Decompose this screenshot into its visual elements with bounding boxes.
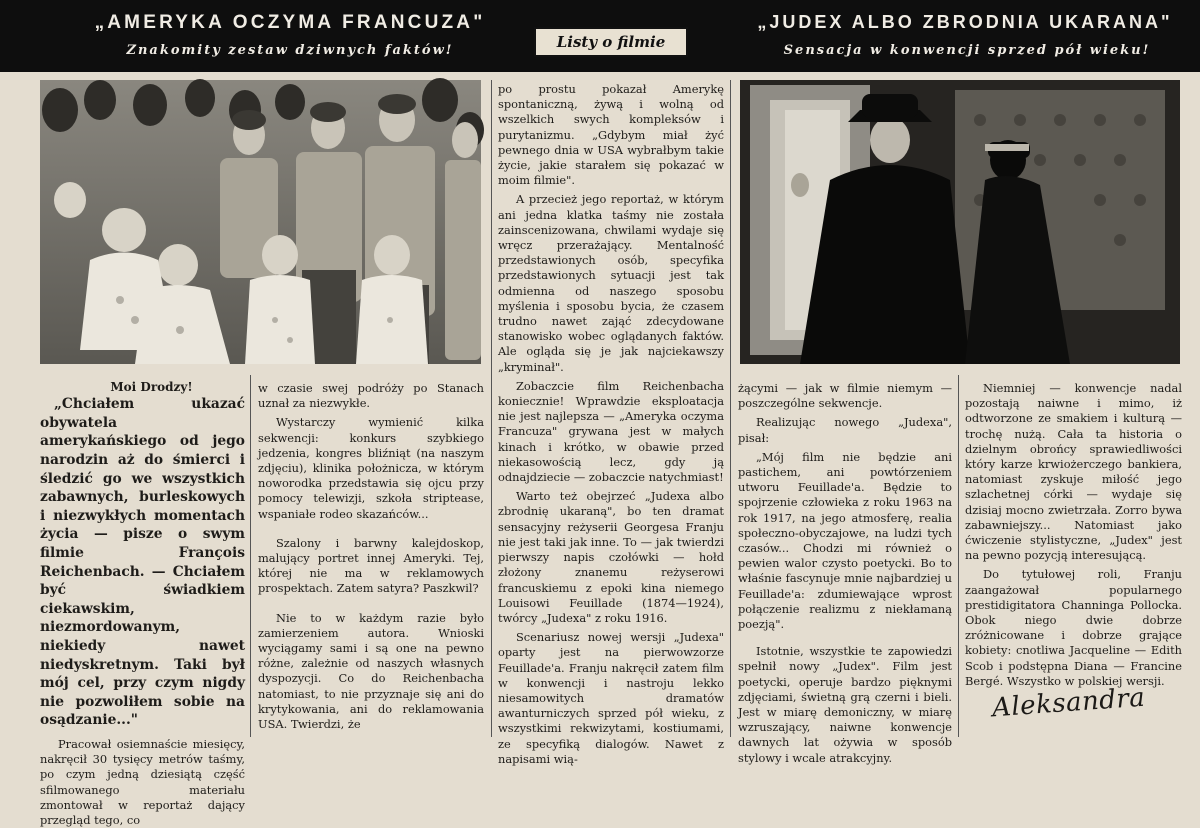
article-paragraph: Wystarczy wymienić kilka sekwencji: konkurs szybkiego jedzenia, kongres bliźniąt (na naszym zdjęciu), klinika położnicza, w którym noworodka przedstawia się ojcu przy pomocy telewizji, szkoła striptease, wspaniałe rodeo skazańców...	[258, 415, 484, 521]
article-column-1	[40, 380, 245, 827]
article-column-5	[965, 381, 1182, 688]
column-rule	[730, 80, 731, 737]
article-paragraph: Do tytułowej roli, Franju zaangażował popularnego prestidigitatora Channinga Pollocka. Obok niego dwie dobrze zróżnicowane i dobrze grające kobiety: cnotliwa Jacqueline — Edith Scob i podstępna Diana — Francine Bergé. Wszystko w polskiej wersji.	[965, 567, 1182, 688]
children-crowd-photo	[40, 80, 481, 364]
column-rule	[491, 80, 492, 737]
right-headline: „JUDEX ALBO ZBRODNIA UKARANA"	[757, 12, 1173, 32]
column-rule	[250, 375, 251, 737]
article-column-2	[258, 381, 484, 737]
greeting: Moi Drodzy!	[110, 380, 193, 394]
article-paragraph: Nie to w każdym razie było zamierzeniem autora. Wnioski wyciągamy sami i są one na pewno różne, zależnie od naszych własnych dyspozycji. Co do Reichenbacha natomiast, to nie przyznaje się ani do krytykowania, ani do reklamowania USA. Twierdzi, że	[258, 610, 484, 732]
photo-illustration	[740, 80, 1180, 364]
article-paragraph: Zobaczcie film Reichenbacha koniecznie! Wprawdzie eksploatacja nie jest najlepsza — „Ameryka oczyma Francuza" grywana jest w małych kinach i krótko, w obawie przed niekasowością lecz, gdy ją odnajdziecie — zobaczcie natychmiast!	[498, 378, 724, 485]
article-paragraph: Istotnie, wszystkie te zapowiedzi spełnił nowy „Judex". Film jest poetycki, operuje bardzo pięknymi zdjęciami, świetną grą czerni i bieli. Jest w miarę demoniczny, w miarę wzruszający, naiwne konwencje dawnych lat ożywia w sposób stylowy i wcale atrakcyjny.	[738, 644, 952, 765]
article-column-3	[498, 82, 724, 766]
right-subheadline: Sensacja w konwencji sprzed pół wieku!	[783, 43, 1151, 58]
article-paragraph: Scenariusz nowej wersji „Judexa" oparty jest na pierwowzorze Feuillade'a. Franju nakręcił zatem film w konwencji i nastroju lekko niesamowitych dramatów awanturniczych sprzed pół wieku, z wszystkimi rekwizytami, kostiumami, ze specyfiką dialogów. Nawet z napisami wią-	[498, 630, 724, 766]
article-paragraph: Pracował osiemnaście miesięcy, nakręcił 30 tysięcy metrów taśmy, po czym jedną dziesiątą część sfilmowanego materiału zmontował w reportaż dający przegląd tego, co	[40, 736, 245, 827]
judex-film-still-photo	[740, 80, 1180, 364]
article-paragraph: Warto też obejrzeć „Judexa albo zbrodnię ukaraną", bo ten dramat sensacyjny reżyserii Georgesa Franju nie jest taki jak inne. To — jak twierdzi pierwszy napis czołówki — hołd złożony znanemu reżyserowi francuskiemu z epoki kina niemego Louisowi Feuillade (1874—1924), twórcy „Judexa" z roku 1916.	[498, 489, 724, 625]
director-quote: „Chciałem ukazać obywatela amerykańskiego od jego narodzin aż do śmierci i śledzić go we wszystkich zabawnych, burleskowych i niezwykłych momentach życia — pisze o swym filmie François Reichenbach. — Chciałem być świadkiem ciekawskim, niezmordowanym, niekiedy nawet niedyskretnym. Taki był mój cel, przy czym nigdy nie pozwoliłem sobie na osądzanie..."	[40, 396, 245, 729]
left-headline: „AMERYKA OCZYMA FRANCUZA"	[94, 12, 486, 33]
left-subheadline: Znakomity zestaw dziwnych faktów!	[126, 43, 454, 58]
article-paragraph: żącymi — jak w filmie niemym — poszczególne sekwencje.	[738, 381, 952, 411]
article-column-4	[738, 381, 952, 765]
photo-illustration	[40, 80, 481, 364]
column-rule	[958, 375, 959, 737]
article-paragraph: „Mój film nie będzie ani pastichem, ani powtórzeniem utworu Feuillade'a. Będzie to spojrzenie człowieka z roku 1963 na rok 1917, na jego atmosferę, realia społeczno-obyczajowe, na ludzi tych czasów... Chodzi mi również o pewien walor czysto poetycki. Bo to właśnie fascynuje mnie najbardziej u Feuillade'a: zdumiewające wprost połączenie realizmu z niekłamaną poezją".	[738, 449, 952, 632]
article-paragraph: w czasie swej podróży po Stanach uznał za niezwykłe.	[258, 381, 484, 411]
author-signature: Aleksandra	[991, 682, 1147, 724]
article-paragraph: A przecież jego reportaż, w którym ani jedna klatka taśmy nie została zainscenizowana, chwilami wydaje się wręcz przerażający. Mentalność przedstawionych osób, specyfika przedstawionych sytuacji jest tak odmienna od naszego sposobu myślenia i sposobu bycia, że czasem trudno nawet zająć zdecydowane stanowisko wobec oglądanych faktów. Ale ogląda się je jak najciekawszy „kryminał".	[498, 192, 724, 374]
article-paragraph: Realizując nowego „Judexa", pisał:	[738, 415, 952, 445]
section-label: Listy o filmie	[534, 27, 688, 57]
article-paragraph: Szalony i barwny kalejdoskop, malujący portret innej Ameryki. Tej, której nie ma w reklamowych prospektach. Zatem satyra? Paszkwil?	[258, 535, 484, 596]
article-paragraph: po prostu pokazał Amerykę spontaniczną, żywą i wolną od wszelkich swych kompleksów i purytanizmu. „Gdybym miał żyć pewnego dnia w USA wybrałbym takie życie, jakie starałem się pokazać w moim filmie".	[498, 82, 724, 188]
article-paragraph: Niemniej — konwencje nadal pozostają naiwne i mimo, iż odtworzone ze smakiem i kulturą — trochę nużą. Cała ta historia o dzielnym obrońcy sprawiedliwości który karze krwiożerczego bankiera, natomiast zyskuje miłość jego szlachetnej córki — wydaje się dzisiaj mocno zwietrzała. Zorro bywa zabawniejszy... Natomiast jako ćwiczenie stylistyczne, „Judex" jest na pewno pozycją interesującą.	[965, 381, 1182, 563]
